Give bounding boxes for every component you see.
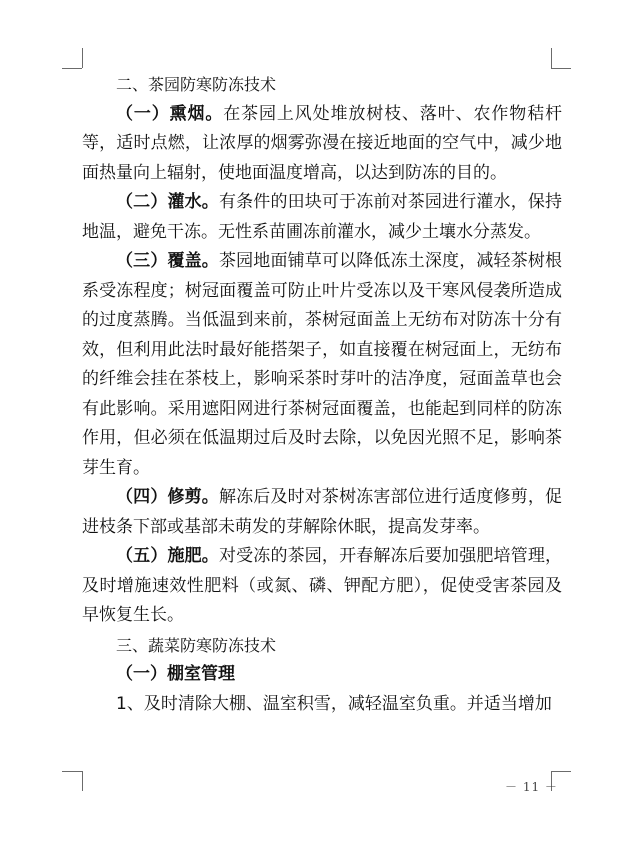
paragraph-irrigation bbox=[82, 188, 562, 247]
section-heading-vegetable bbox=[82, 631, 562, 661]
text-pruning: 解冻后及时对茶树冻害部位进行适度修剪，促进枝条下部或基部未萌发的芽解除休眠，提高发芽率。 bbox=[82, 487, 563, 537]
crop-mark-top-left-v bbox=[82, 48, 83, 68]
crop-mark-top-right-h bbox=[551, 68, 571, 69]
crop-mark-bottom-left-h bbox=[62, 771, 82, 772]
text-fertilizing: 对受冻的茶园，开春解冻后要加强肥培管理，及时增施速效性肥料（或氮、磷、钾配方肥），促使受害茶园及早恢复生长。 bbox=[82, 546, 563, 625]
crop-mark-top-left-h bbox=[62, 68, 82, 69]
crop-mark-bottom-right-h bbox=[551, 771, 571, 772]
heading-text: 二、茶园防寒防冻技术 bbox=[116, 75, 277, 94]
lead-greenhouse: （一）棚室管理 bbox=[116, 664, 235, 684]
paragraph-covering bbox=[82, 247, 562, 483]
crop-mark-top-right-v bbox=[551, 48, 552, 68]
lead-covering: （三）覆盖。 bbox=[116, 251, 219, 271]
text-irrigation: 有条件的田块可于冻前对茶园进行灌水，保持地温，避免干冻。无性系苗圃冻前灌水，减少土壤水分蒸发。 bbox=[82, 192, 563, 242]
lead-smoking: （一）熏烟。 bbox=[116, 103, 224, 124]
lead-fertilizing: （五）施肥。 bbox=[116, 546, 219, 566]
text-smoking: 在茶园上风处堆放树枝、落叶、农作物秸杆等，适时点燃，让浓厚的烟雾弥漫在接近地面的空气中，减少地面热量向上辐射，使地面温度增高，以达到防冻的目的。 bbox=[82, 103, 562, 183]
paragraph-fertilizing bbox=[82, 542, 562, 631]
paragraph-snow-removal bbox=[82, 690, 562, 720]
text-covering: 茶园地面铺草可以降低冻土深度，减轻茶树根系受冻程度；树冠面覆盖可防止叶片受冻以及干寒风侵袭所造成的过度蒸腾。当低温到来前，茶树冠面盖上无纺布对防冻十分有效，但利用此法时最好能搭架子，如直接覆在树冠面上，无纺布的纤维会挂在茶枝上，影响采茶时芽叶的洁净度，冠面盖草也会有此影响。采用遮阳网进行茶树冠面覆盖，也能起到同样的防冻作用，但必须在低温期过后及时去除，以免因光照不足，影响茶芽生育。 bbox=[82, 251, 563, 478]
paragraph-smoking bbox=[82, 100, 562, 189]
document-body bbox=[82, 70, 562, 719]
crop-mark-bottom-left-v bbox=[82, 771, 83, 791]
text-snow-removal: 1、及时清除大棚、温室积雪，减轻温室负重。并适当增加 bbox=[116, 693, 552, 714]
section-heading-tea bbox=[82, 70, 562, 100]
lead-irrigation: （二）灌水。 bbox=[116, 192, 219, 212]
heading-text: 三、蔬菜防寒防冻技术 bbox=[116, 635, 277, 655]
paragraph-pruning bbox=[82, 483, 562, 542]
lead-pruning: （四）修剪。 bbox=[116, 487, 219, 507]
page-number: － 11 － bbox=[505, 780, 558, 794]
paragraph-greenhouse-title bbox=[82, 660, 562, 690]
